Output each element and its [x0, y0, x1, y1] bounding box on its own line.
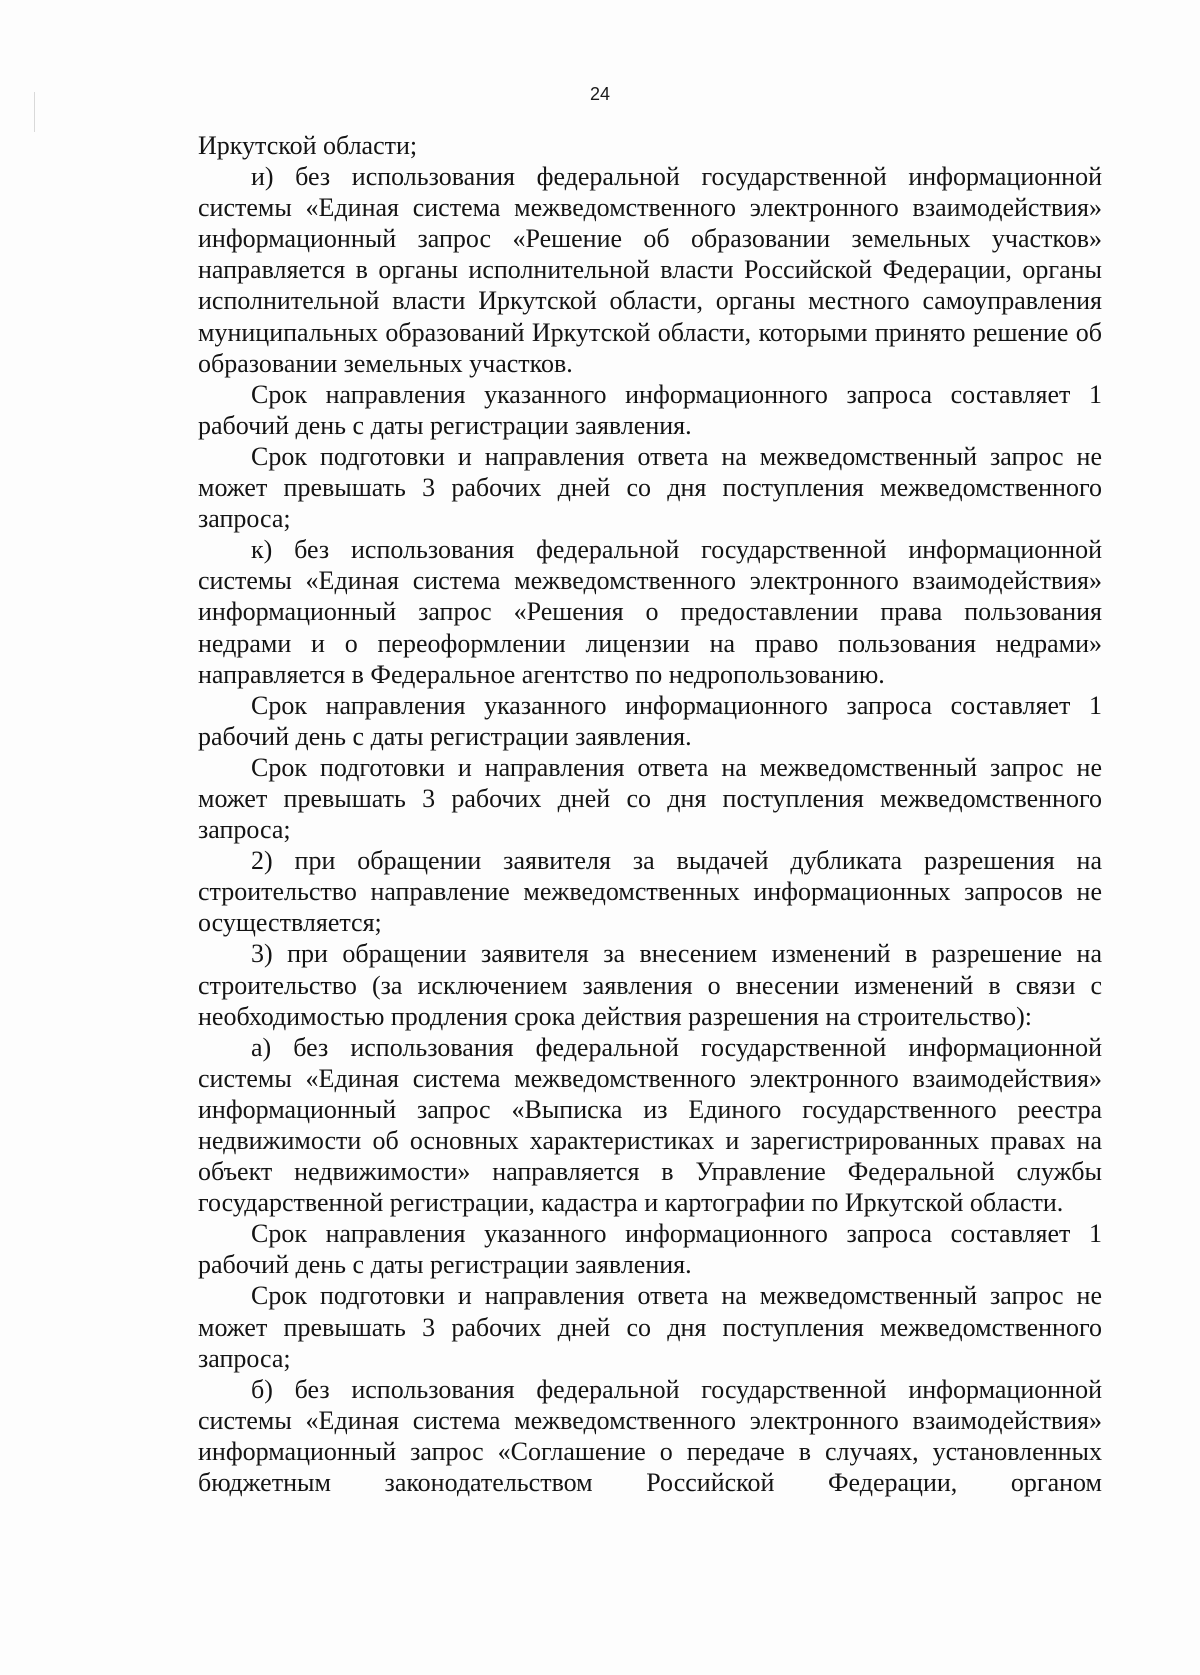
paragraph-item-3: 3) при обращении заявителя за внесением изменений в разрешение на строительство (за исключением заявления о внесении изменений в связи с необходимостью продления срока действия разрешения на строительство): — [198, 939, 1102, 1031]
paragraph-deadline-send: Срок направления указанного информационного запроса составляет 1 рабочий день с даты регистрации заявления. — [198, 690, 1102, 751]
paragraph-item-b: б) без использования федеральной государственной информационной системы «Единая система межведомственного электронного взаимодействия» информационный запрос «Соглашение о передаче в случаях, установленных бюджетным законодательством Российской Федерации, органом — [198, 1374, 1102, 1498]
page-number: 24 — [589, 84, 611, 104]
paragraph-deadline-response: Срок подготовки и направления ответа на межведомственный запрос не может превышать 3 рабочих дней со дня поступления межведомственного запроса; — [198, 441, 1102, 534]
paragraph-deadline-response: Срок подготовки и направления ответа на межведомственный запрос не может превышать 3 рабочих дней со дня поступления межведомственного запроса; — [198, 752, 1102, 845]
paragraph-item-i: и) без использования федеральной государственной информационной системы «Единая система межведомственного электронного взаимодействия» информационный запрос «Решение об образовании земельных участков» направляется в органы исполнительной власти Российской Федерации, органы исполнительной власти Иркутской области, органы местного самоуправления муниципальных образований Иркутской области, которыми принято решение об образовании земельных участков. — [198, 162, 1102, 378]
paragraph-deadline-send: Срок направления указанного информационного запроса составляет 1 рабочий день с даты регистрации заявления. — [198, 1219, 1102, 1280]
paragraph-item-k: к) без использования федеральной государственной информационной системы «Единая система межведомственного электронного взаимодействия» информационный запрос «Решения о предоставлении права пользования недрами и о переоформлении лицензии на право пользования недрами» направляется в Федеральное агентство по недропользованию. — [198, 535, 1102, 689]
paragraph-deadline-send: Срок направления указанного информационного запроса составляет 1 рабочий день с даты регистрации заявления. — [198, 379, 1102, 440]
paragraph-deadline-response: Срок подготовки и направления ответа на межведомственный запрос не может превышать 3 рабочих дней со дня поступления межведомственного запроса; — [198, 1281, 1102, 1373]
document-body — [198, 130, 1102, 1498]
paragraph-item-2: 2) при обращении заявителя за выдачей дубликата разрешения на строительство направление межведомственных информационных запросов не осуществляется; — [198, 846, 1102, 938]
paragraph-item-a: а) без использования федеральной государственной информационной системы «Единая система межведомственного электронного взаимодействия» информационный запрос «Выписка из Единого государственного реестра недвижимости об основных характеристиках и зарегистрированных правах на объект недвижимости» направляется в Управление Федеральной службы государственной регистрации, кадастра и картографии по Иркутской области. — [198, 1032, 1102, 1218]
paragraph-continuation: Иркутской области; — [198, 131, 418, 160]
